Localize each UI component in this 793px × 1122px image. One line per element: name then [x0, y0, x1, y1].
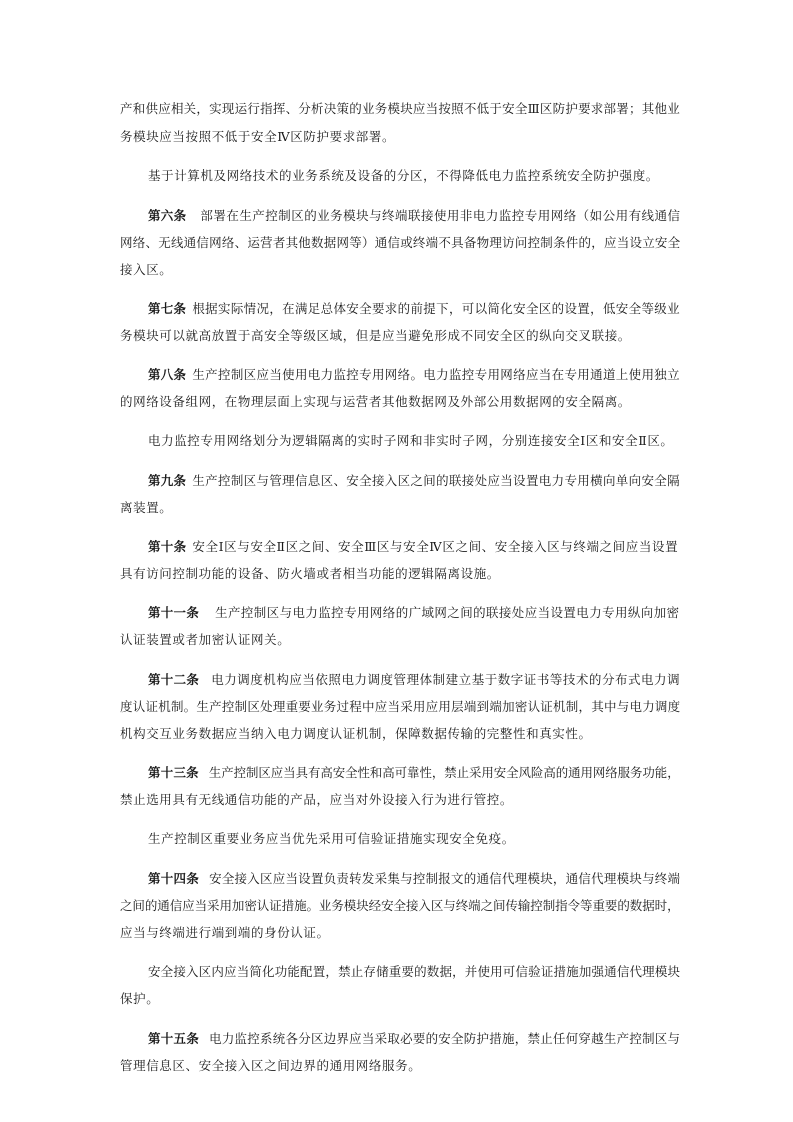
paragraph-line: 认证装置或者加密认证网关。 [120, 632, 291, 647]
article-15-first-line [148, 1029, 680, 1047]
article-heading: 第十一条 [148, 605, 200, 620]
article-text: 安全Ⅰ区与安全Ⅱ区之间、安全Ⅲ区与安全Ⅳ区之间、安全接入区与终端之间应当设置 [192, 539, 679, 554]
paragraph-line: 基于计算机及网络技术的业务系统及设备的分区，不得降低电力监控系统安全防护强度。 [148, 168, 659, 183]
article-text: 生产控制区与管理信息区、安全接入区之间的联接处应当设置电力专用横向单向安全隔 [192, 473, 680, 488]
paragraph-line: 具有访问控制功能的设备、防火墙或者相当功能的逻辑隔离设施。 [120, 566, 500, 581]
article-text: 部署在生产控制区的业务模块与终端联接使用非电力监控专用网络（如公用有线通信 [200, 208, 681, 223]
article-8-first-line [148, 365, 680, 383]
article-13-first-line [148, 763, 680, 781]
paragraph-line: 应当与终端进行端到端的身份认证。 [120, 925, 330, 940]
paragraph-line: 离装置。 [120, 500, 173, 515]
article-heading: 第十三条 [148, 765, 199, 780]
article-heading: 第七条 [148, 301, 187, 316]
paragraph-line: 度认证机制。生产控制区处理重要业务过程中应当采用应用层端到端加密认证机制，其中与电力调度 [120, 699, 681, 714]
paragraph-line: 网络、无线通信网络、运营者其他数据网等）通信或终端不具备物理访问控制条件的，应当设立安全 [120, 235, 681, 250]
article-text: 生产控制区应当使用电力监控专用网络。电力监控专用网络应当在专用通道上使用独立 [192, 367, 680, 382]
article-heading: 第十五条 [148, 1031, 200, 1046]
article-9-first-line [148, 471, 680, 489]
article-heading: 第九条 [148, 473, 187, 488]
paragraph-line: 保护。 [120, 991, 160, 1006]
paragraph-line: 接入区。 [120, 262, 173, 277]
paragraph-line: 务模块可以就高放置于高安全等级区域，但是应当避免形成不同安全区的纵向交叉联接。 [120, 328, 631, 343]
article-heading: 第十条 [148, 539, 187, 554]
article-text: 电力调度机构应当依照电力调度管理体制建立基于数字证书等技术的分布式电力调 [211, 672, 681, 687]
paragraph-line: 安全接入区内应当简化功能配置，禁止存储重要的数据，并使用可信验证措施加强通信代理模块 [148, 964, 681, 979]
article-6-first-line [148, 206, 680, 224]
article-text: 生产控制区与电力监控专用网络的广域网之间的联接处应当设置电力专用纵向加密 [215, 605, 680, 620]
paragraph-line: 电力监控专用网络划分为逻辑隔离的实时子网和非实时子网，分别连接安全Ⅰ区和安全Ⅱ区。 [148, 433, 674, 448]
article-10-first-line [148, 537, 678, 555]
article-text: 生产控制区应当具有高安全性和高可靠性，禁止采用安全风险高的通用网络服务功能， [208, 765, 680, 780]
article-heading: 第八条 [148, 367, 187, 382]
paragraph-line: 产和供应相关，实现运行指挥、分析决策的业务模块应当按照不低于安全Ⅲ区防护要求部署；其他业 [120, 101, 680, 116]
article-14-first-line [148, 869, 680, 887]
article-text: 安全接入区应当设置负责转发采集与控制报文的通信代理模块，通信代理模块与终端 [209, 871, 681, 886]
paragraph-line: 务模块应当按照不低于安全Ⅳ区防护要求部署。 [120, 129, 396, 144]
paragraph-line: 机构交互业务数据应当纳入电力调度认证机制，保障数据传输的完整性和真实性。 [120, 726, 592, 741]
article-12-first-line [148, 670, 680, 688]
article-text: 电力监控系统各分区边界应当采取必要的安全防护措施，禁止任何穿越生产控制区与 [209, 1031, 681, 1046]
paragraph-line: 管理信息区、安全接入区之间边界的通用网络服务。 [120, 1058, 422, 1073]
article-heading: 第十二条 [148, 672, 200, 687]
article-7-first-line [148, 299, 680, 317]
article-heading: 第六条 [148, 208, 187, 223]
article-heading: 第十四条 [148, 871, 200, 886]
article-text: 根据实际情况，在满足总体安全要求的前提下，可以简化安全区的设置，低安全等级业 [192, 301, 680, 316]
article-11-first-line [148, 603, 680, 621]
paragraph-line: 之间的通信应当采用加密认证措施。业务模块经安全接入区与终端之间传输控制指令等重要的数据时， [120, 898, 680, 913]
paragraph-line: 的网络设备组网，在物理层面上实现与运营者其他数据网及外部公用数据网的安全隔离。 [120, 394, 631, 409]
paragraph-line: 生产控制区重要业务应当优先采用可信验证措施实现安全免疫。 [148, 831, 515, 846]
paragraph-line: 禁止选用具有无线通信功能的产品，应当对外设接入行为进行管控。 [120, 792, 514, 807]
